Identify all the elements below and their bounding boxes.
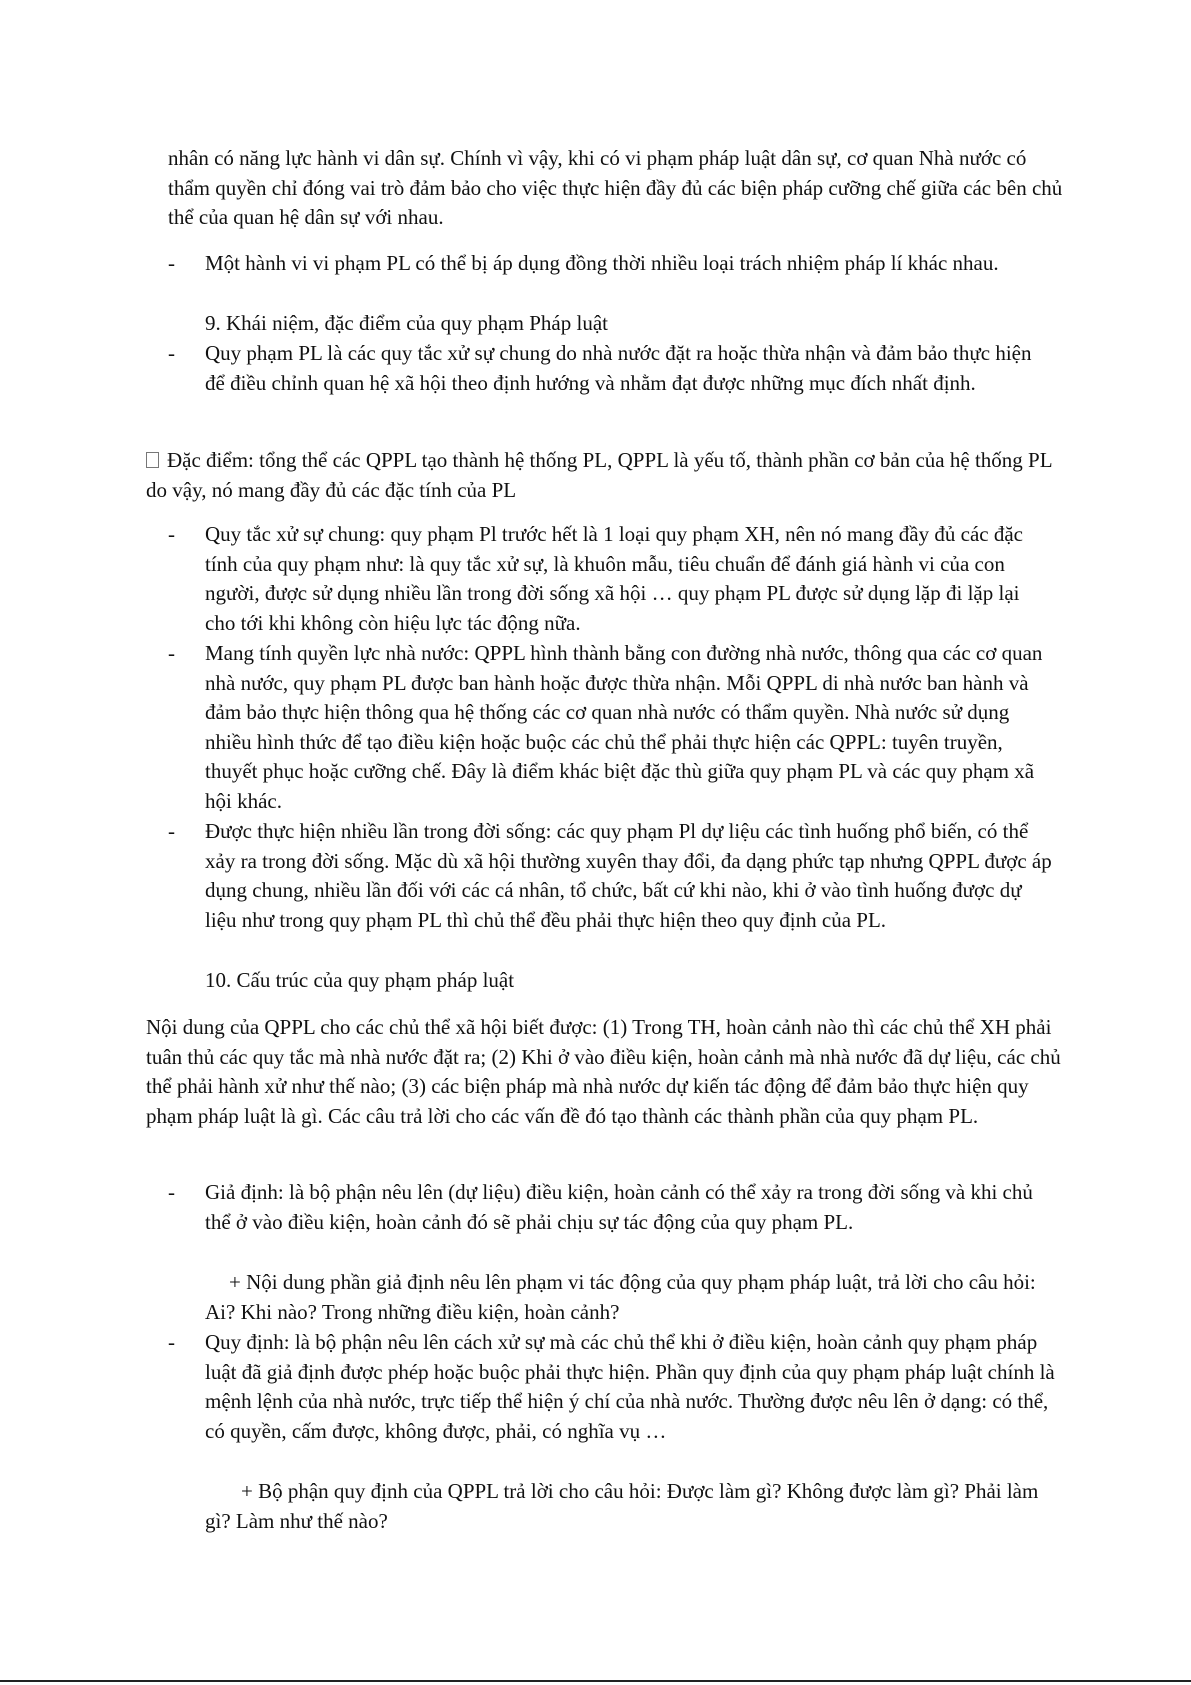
bullet-concept: Quy phạm PL là các quy tắc xử sự chung do nhà nước đặt ra hoặc thừa nhận và đảm bảo thực hiện để điều chỉnh quan hệ xã hội theo định hướng và nhằm đạt được những mục đích nhất định.	[205, 341, 1032, 395]
bullet-repeated: Được thực hiện nhiều lần trong đời sống: các quy phạm Pl dự liệu các tình huống phổ biến, có thể xảy ra trong đời sống. Mặc dù xã hội thường xuyên thay đổi, đa dạng phức tạp nhưng QPPL được áp dụng chung, nhiều lần đối với các cá nhân, tổ chức, bất cứ khi nào, khi ở vào tình huống được dự liệu như trong quy phạm PL thì chủ thể đều phải thực hiện theo quy định của PL.	[205, 819, 1052, 932]
bullet-general-rule: Quy tắc xử sự chung: quy phạm Pl trước hết là 1 loại quy phạm XH, nên nó mang đầy đủ các đặc tính của quy phạm như: là quy tắc xử sự, là khuôn mẫu, tiêu chuẩn để đánh giá hành vi của con người, được sử dụng nhiều lần trong đời sống xã hội … quy phạm PL được sử dụng lặp đi lặp lại cho tới khi không còn hiệu lực tác động nữa.	[205, 522, 1023, 635]
bullet-multiple-liability: Một hành vi vi phạm PL có thể bị áp dụng đồng thời nhiều loại trách nhiệm pháp lí khác nhau.	[205, 251, 999, 275]
heading-section-10: 10. Cấu trúc của quy phạm pháp luật	[205, 968, 515, 992]
bullet-dash: -	[168, 341, 175, 365]
checkbox-glyph-icon	[146, 452, 159, 468]
bullet-dash: -	[168, 251, 175, 275]
bullet-provision: Quy định: là bộ phận nêu lên cách xử sự mà các chủ thể khi ở điều kiện, hoàn cảnh quy phạm pháp luật đã giả định được phép hoặc buộc phải thực hiện. Phần quy định của quy phạm pháp luật chính là mệnh lệnh của nhà nước, trực tiếp thể hiện ý chí của nhà nước. Thường được nêu lên ở dạng: có thể, có quyền, cấm được, không được, phải, có nghĩa vụ …	[205, 1330, 1055, 1443]
paragraph-intro: nhân có năng lực hành vi dân sự. Chính vì vậy, khi có vi phạm pháp luật dân sự, cơ quan Nhà nước có thẩm quyền chỉ đóng vai trò đảm bảo cho việc thực hiện đầy đủ các biện pháp cưỡng chế giữa các bên chủ thể của quan hệ dân sự với nhau.	[168, 146, 1063, 229]
heading-section-9: 9. Khái niệm, đặc điểm của quy phạm Pháp luật	[205, 311, 608, 335]
page-bottom-rule	[0, 1680, 1191, 1682]
paragraph-features	[146, 446, 1064, 505]
bullet-dash: -	[168, 819, 175, 843]
bullet-dash: -	[168, 522, 175, 546]
sub-point-hypothesis: + Nội dung phần giả định nêu lên phạm vi tác động của quy phạm pháp luật, trả lời cho câu hỏi: Ai? Khi nào? Trong những điều kiện, hoàn cảnh?	[205, 1270, 1036, 1324]
bullet-dash: -	[168, 641, 175, 665]
sub-point-provision: + Bộ phận quy định của QPPL trả lời cho câu hỏi: Được làm gì? Không được làm gì? Phải làm gì? Làm như thế nào?	[205, 1479, 1039, 1533]
features-text: Đặc điểm: tổng thể các QPPL tạo thành hệ thống PL, QPPL là yếu tố, thành phần cơ bản của hệ thống PL do vậy, nó mang đầy đủ các đặc tính của PL	[146, 448, 1052, 502]
paragraph-content: Nội dung của QPPL cho các chủ thể xã hội biết được: (1) Trong TH, hoàn cảnh nào thì các chủ thể XH phải tuân thủ các quy tắc mà nhà nước đặt ra; (2) Khi ở vào điều kiện, hoàn cảnh mà nhà nước đã dự liệu, các chủ thể phải hành xử như thế nào; (3) các biện pháp mà nhà nước dự kiến tác động để đảm bảo thực hiện quy phạm pháp luật là gì. Các câu trả lời cho các vấn đề đó tạo thành các thành phần của quy phạm PL.	[146, 1015, 1061, 1128]
bullet-dash: -	[168, 1180, 175, 1204]
bullet-state-power: Mang tính quyền lực nhà nước: QPPL hình thành bằng con đường nhà nước, thông qua các cơ quan nhà nước, quy phạm PL được ban hành hoặc được thừa nhận. Mỗi QPPL di nhà nước ban hành và đảm bảo thực hiện thông qua hệ thống các cơ quan nhà nước có thẩm quyền. Nhà nước sử dụng nhiều hình thức để tạo điều kiện hoặc buộc các chủ thể phải thực hiện các QPPL: tuyên truyền, thuyết phục hoặc cưỡng chế. Đây là điểm khác biệt đặc thù giữa quy phạm PL và các quy phạm xã hội khác.	[205, 641, 1043, 813]
bullet-dash: -	[168, 1330, 175, 1354]
bullet-hypothesis: Giả định: là bộ phận nêu lên (dự liệu) điều kiện, hoàn cảnh có thể xảy ra trong đời sống và khi chủ thể ở vào điều kiện, hoàn cảnh đó sẽ phải chịu sự tác động của quy phạm PL.	[205, 1180, 1033, 1234]
